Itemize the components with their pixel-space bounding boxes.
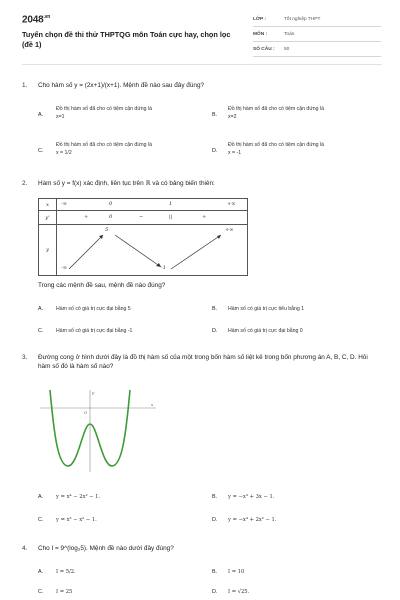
- q2-option-d-label[interactable]: D.: [212, 328, 218, 334]
- q4-option-a-label[interactable]: A.: [38, 569, 44, 575]
- vt-yp-sign-2: −: [139, 214, 144, 220]
- meta-class: [253, 14, 381, 27]
- q4-number: 4.: [22, 545, 28, 552]
- q1-option-c[interactable]: [56, 142, 206, 157]
- vt-yp-row: [57, 211, 248, 225]
- q1-option-d-line2: x = -1: [228, 149, 242, 156]
- q3-option-c[interactable]: y = x³ − x² − 1.: [56, 517, 97, 523]
- q2-option-c-label[interactable]: C.: [38, 328, 44, 334]
- subject-label: MÔN :: [253, 32, 268, 37]
- vt-y-pos-inf: +∞: [225, 227, 234, 233]
- meta-count: [253, 44, 381, 57]
- q3-option-c-label[interactable]: C.: [38, 517, 44, 523]
- q1-option-d[interactable]: [228, 142, 383, 157]
- vt-x-neg-inf: -∞: [61, 201, 67, 207]
- q2-option-d[interactable]: Hàm số có giá trị cực đại bằng 0: [228, 328, 303, 334]
- q4-option-d[interactable]: I = √25.: [228, 589, 250, 595]
- logo-text: 2048: [22, 14, 44, 26]
- q1-option-b-line1: Đồ thị hàm số đã cho có tiệm cận đứng là: [228, 106, 325, 112]
- q1-option-a[interactable]: [56, 106, 206, 121]
- q4-option-c-label[interactable]: C.: [38, 589, 44, 595]
- site-logo[interactable]: [22, 14, 50, 25]
- q2-prompt: Trong các mệnh đề sau, mệnh đề nào đúng?: [38, 282, 166, 289]
- q3-text: Đường cong ở hình dưới đây là đồ thị hàm số của một trong bốn hàm số liệt kê trong bốn phương án A, B, C, D. Hỏi hàm số đó là hàm số nào?: [38, 354, 368, 370]
- q1-option-c-line2: x = 1/2: [56, 149, 72, 156]
- q4-option-c[interactable]: I = 25: [56, 589, 73, 595]
- q2-option-c[interactable]: Hàm số có giá trị cực đại bằng -1: [56, 328, 133, 334]
- q2-text: Hàm số y = f(x) xác định, liên tục trên ℝ và có bảng biến thiên:: [38, 180, 215, 187]
- vt-x-0: 0: [109, 201, 113, 207]
- vt-y-min: -1: [161, 265, 166, 271]
- q2-option-b[interactable]: Hàm số có giá trị cực tiểu bằng 1: [228, 306, 305, 312]
- q4-option-b[interactable]: I = 10: [228, 569, 245, 575]
- q1-option-d-label[interactable]: D.: [212, 148, 218, 154]
- class-label: LỚP :: [253, 17, 267, 22]
- logo-domain: .vn: [43, 14, 51, 20]
- q1-option-c-line1: Đồ thị hàm số đã cho có tiệm cận đứng là: [56, 142, 153, 148]
- q1-option-a-label[interactable]: A.: [38, 112, 44, 118]
- q2-option-a-label[interactable]: A.: [38, 306, 44, 312]
- q2-option-a[interactable]: Hàm số có giá trị cực đại bằng 5: [56, 306, 131, 312]
- vt-yp-zero: 0: [109, 214, 113, 220]
- q1-option-b-line2: x=2: [228, 113, 237, 120]
- count-value: 50: [284, 47, 290, 52]
- vt-yp-sign-3: +: [202, 214, 207, 220]
- q1-option-d-line1: Đồ thị hàm số đã cho có tiệm cận đứng là: [228, 142, 325, 148]
- q1-option-b-label[interactable]: B.: [212, 112, 218, 118]
- q3-option-d-label[interactable]: D.: [212, 517, 218, 523]
- vt-yp-label: y': [39, 211, 57, 225]
- vt-yp-sign-1: +: [84, 214, 89, 220]
- vt-arrow-up-1: [69, 235, 103, 269]
- vt-y-neg-inf: -∞: [61, 265, 67, 271]
- q3-option-a-label[interactable]: A.: [38, 494, 44, 500]
- q3-x-label: x: [151, 402, 154, 407]
- q3-option-a[interactable]: y = x⁴ − 2x² − 1.: [56, 494, 101, 500]
- vt-x-label: x: [39, 199, 57, 211]
- vt-x-pos-inf: +∞: [227, 201, 236, 207]
- vt-x-1: 1: [169, 201, 173, 207]
- q1-option-a-line1: Đồ thị hàm số đã cho có tiệm cận đứng là: [56, 106, 153, 112]
- q2-option-b-label[interactable]: B.: [212, 306, 218, 312]
- vt-arrow-down: [115, 235, 161, 267]
- class-value: Tốt nghiệp THPT: [284, 17, 321, 22]
- vt-arrow-up-2: [171, 235, 221, 269]
- count-label: SỐ CÂU :: [253, 47, 275, 52]
- vt-y-row: [57, 225, 248, 276]
- header-divider: [22, 64, 382, 65]
- q3-y-label: y: [92, 390, 95, 395]
- variation-table: [38, 198, 248, 276]
- q1-option-a-line2: x=1: [56, 113, 65, 120]
- q4-option-a[interactable]: I = 5/2.: [56, 569, 76, 575]
- q3-option-b-label[interactable]: B.: [212, 494, 218, 500]
- vt-y-max: 5: [105, 227, 109, 233]
- q3-origin-label: O: [84, 410, 88, 415]
- exam-title: Tuyển chọn đề thi thử THPTQG môn Toán cực hay, chọn lọc (đề 1): [22, 30, 231, 49]
- q3-graph: [38, 384, 158, 474]
- q1-text: Cho hàm số y = (2x+1)/(x+1). Mệnh đề nào sau đây đúng?: [38, 82, 205, 89]
- q4-option-b-label[interactable]: B.: [212, 569, 218, 575]
- q1-option-b[interactable]: [228, 106, 383, 121]
- q1-number: 1.: [22, 82, 28, 89]
- variation-table-grid: [38, 198, 248, 276]
- q4-text: Cho I = 9^(log₃5). Mệnh đề nào dưới đây đúng?: [38, 545, 174, 552]
- q3-number: 3.: [22, 354, 28, 361]
- q4-option-d-label[interactable]: D.: [212, 589, 218, 595]
- q1-option-c-label[interactable]: C.: [38, 148, 44, 154]
- subject-value: Toán: [284, 32, 295, 37]
- vt-y-label: y: [39, 225, 57, 276]
- meta-subject: [253, 29, 381, 42]
- vt-x-row: [57, 199, 248, 211]
- vt-arrows: [57, 225, 247, 275]
- q3-option-d[interactable]: y = −x⁴ + 2x² − 1.: [228, 517, 277, 523]
- q3-option-b[interactable]: y = −x³ + 3x − 1.: [228, 494, 275, 500]
- vt-yp-bar: ||: [169, 214, 173, 220]
- q2-number: 2.: [22, 180, 28, 187]
